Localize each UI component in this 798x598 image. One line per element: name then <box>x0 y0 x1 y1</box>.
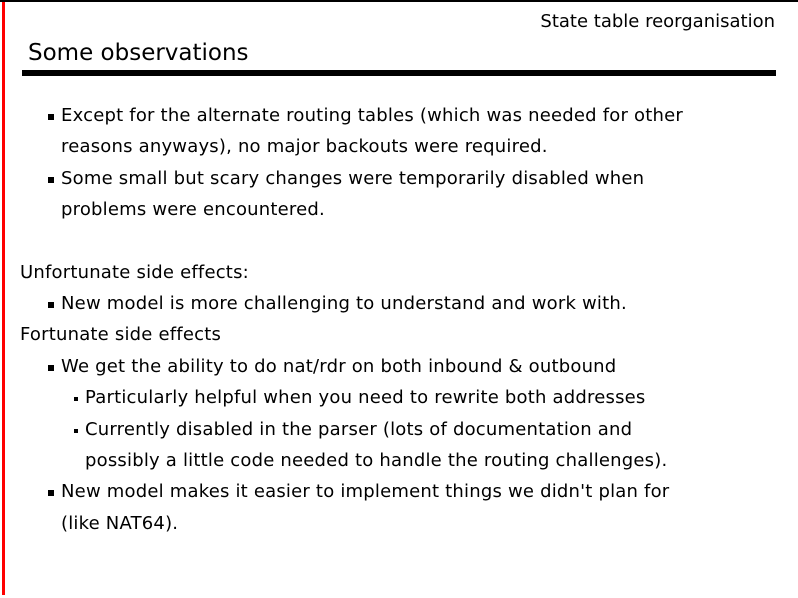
bullet-icon <box>48 302 54 308</box>
sub-bullet-item <box>0 382 798 413</box>
line-text: We get the ability to do nat/rdr on both inbound & outbound <box>61 355 617 377</box>
line-text: Particularly helpful when you need to rewrite both addresses <box>85 387 646 409</box>
sub-bullet-icon <box>74 397 78 401</box>
bullet-item <box>0 100 798 131</box>
bullet-icon <box>48 490 54 496</box>
bullet-item <box>0 163 798 194</box>
title-divider <box>22 70 776 76</box>
bullet-item <box>0 288 798 319</box>
bullet-icon <box>48 114 54 120</box>
line-text: Unfortunate side effects: <box>20 261 249 283</box>
bullet-item <box>0 476 798 507</box>
line-text: (like NAT64). <box>61 512 179 534</box>
slide-header-label: State table reorganisation <box>540 11 775 32</box>
section-label <box>0 257 798 288</box>
slide-body <box>0 100 798 539</box>
top-border-line <box>0 0 798 2</box>
line-text: Except for the alternate routing tables (which was needed for other <box>61 105 683 126</box>
page-title: Some observations <box>28 40 249 66</box>
line-text: Fortunate side effects <box>20 324 222 346</box>
line-text: Currently disabled in the parser (lots of documentation and <box>85 418 633 440</box>
line-text: possibly a little code needed to handle the routing challenges). <box>85 450 668 472</box>
bullet-item <box>0 351 798 382</box>
continuation-line <box>0 508 798 539</box>
continuation-line <box>0 194 798 225</box>
line-text: New model makes it easier to implement things we didn't plan for <box>61 481 670 503</box>
line-text: Some small but scary changes were temporarily disabled when <box>61 167 645 189</box>
line-text: problems were encountered. <box>61 199 325 221</box>
sub-bullet-item <box>0 414 798 445</box>
continuation-line <box>0 445 798 476</box>
line-text: reasons anyways), no major backouts were required. <box>61 136 548 158</box>
sub-bullet-icon <box>74 429 78 433</box>
bullet-icon <box>48 365 54 371</box>
section-label <box>0 319 798 350</box>
bullet-icon <box>48 177 54 183</box>
continuation-line <box>0 131 798 162</box>
line-text: New model is more challenging to understand and work with. <box>61 293 627 315</box>
blank-line <box>0 226 798 257</box>
